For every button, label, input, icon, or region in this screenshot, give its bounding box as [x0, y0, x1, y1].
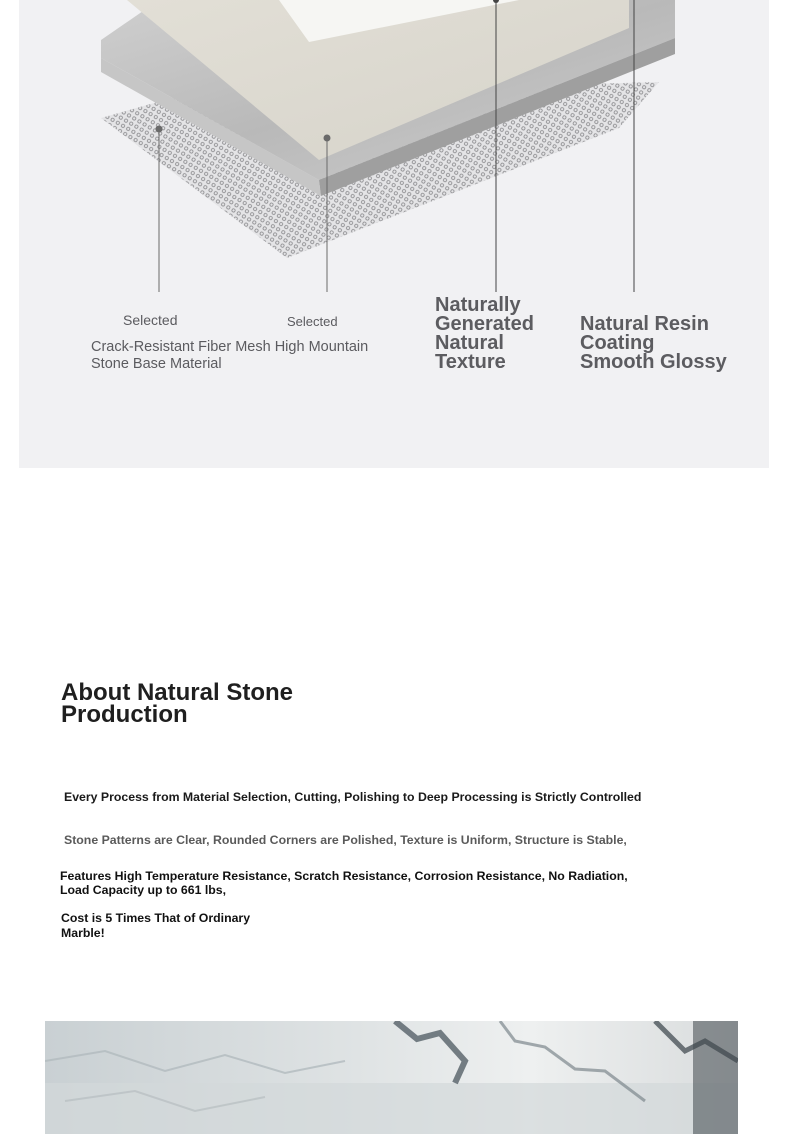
label-natural-texture: Naturally Generated Natural Texture: [435, 294, 534, 373]
tile-layers-illustration: [19, 0, 769, 468]
about-paragraph-process: Every Process from Material Selection, Cutting, Polishing to Deep Processing is Strictly Controlled: [64, 790, 642, 804]
label-selected-base: Selected: [287, 314, 338, 329]
about-paragraph-features: Features High Temperature Resistance, Scratch Resistance, Corrosion Resistance, No Radiation, Load Capacity up to 661 lbs,: [60, 869, 628, 897]
about-paragraph-patterns: Stone Patterns are Clear, Rounded Corners are Polished, Texture is Uniform, Structure is Stable,: [64, 833, 627, 847]
label-base-material: Crack-Resistant Fiber Mesh High Mountain Stone Base Material: [91, 339, 369, 372]
about-section-title: About Natural Stone Production: [61, 679, 293, 728]
label-resin-coating: Natural Resin Coating Smooth Glossy: [580, 313, 727, 373]
marble-texture-illustration: [45, 1021, 738, 1134]
tile-layer-diagram: [19, 0, 769, 468]
label-selected-mesh: Selected: [123, 312, 178, 328]
about-paragraph-cost: Cost is 5 Times That of Ordinary Marble!: [61, 911, 251, 940]
marble-slab-image: [45, 1021, 738, 1134]
